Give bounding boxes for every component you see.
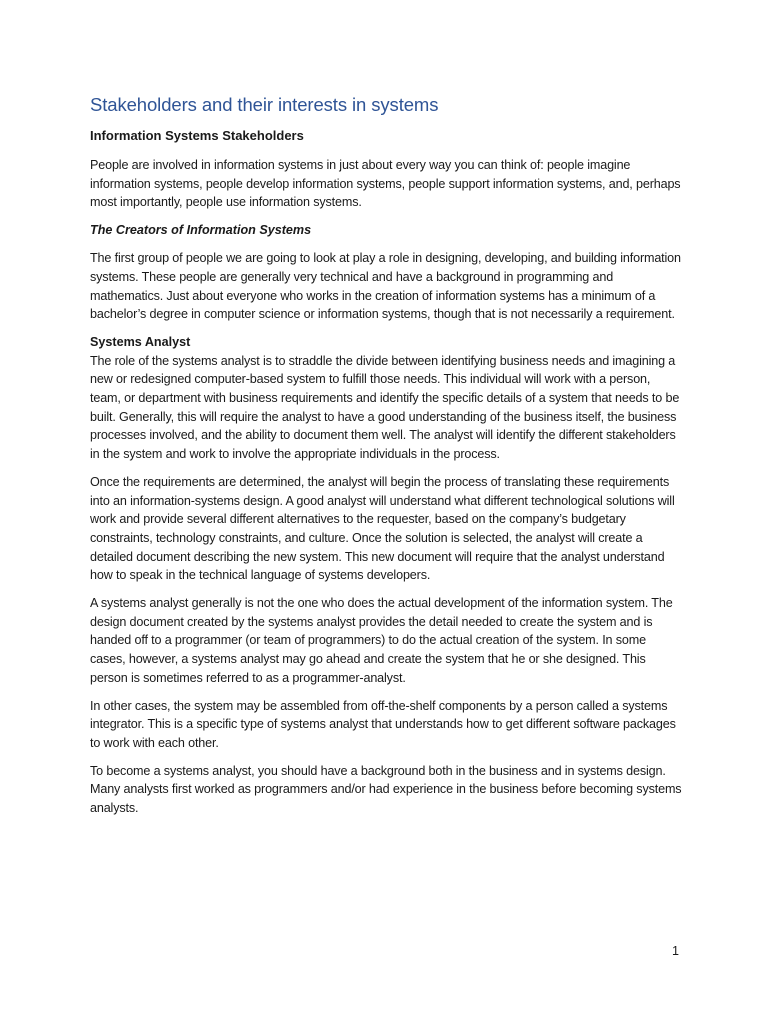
section-heading: Information Systems Stakeholders [90,128,304,143]
analyst-paragraph: To become a systems analyst, you should have a background both in the business and in systems design. Many analysts first worked as programmers and/or had experience in the business before becoming systems analysts. [90,763,682,816]
analyst-heading: Systems Analyst [90,334,191,349]
page-number: 1 [671,944,679,958]
creators-paragraph: The first group of people we are going to look at play a role in designing, developing, and building information systems. These people are generally very technical and have a background in programming and mathematics. Just about everyone who works in the creation of information systems has a minimum of a bachelor’s degree in computer science or information systems, though that is not necessarily a requirement. [90,251,681,322]
analyst-paragraph: In other cases, the system may be assembled from off-the-shelf components by a person called a systems integrator. This is a specific type of systems analyst that understands how to get different software packages to work with each other. [90,698,676,750]
analyst-paragraph: A systems analyst generally is not the one who does the actual development of the information system. The design document created by the systems analyst provides the detail needed to create the system and is handed off to a programmer (or team of programmers) to do the actual creation of the system. In some cases, however, a systems analyst may go ahead and create the system that he or she designed. This person is sometimes referred to as a programmer-analyst. [90,596,673,685]
intro-paragraph: People are involved in information systems in just about every way you can think of: people imagine information systems, people develop information systems, people support information systems, and, perhaps most importantly, people use information systems. [90,158,681,210]
creators-heading: The Creators of Information Systems [90,223,312,238]
document-title: Stakeholders and their interests in systems [90,94,439,115]
document-body [90,92,682,827]
analyst-paragraph: The role of the systems analyst is to straddle the divide between identifying business needs and imagining a new or redesigned computer-based system to fulfill those needs. This individual will work with a person, team, or department with business requirements and identify the specific details of a system that needs to be built. Generally, this will require the analyst to have a good understanding of the business itself, the business processes involved, and the ability to document them well. The analyst will identify the different stakeholders in the system and work to involve the appropriate individuals in the process. [90,353,680,462]
analyst-paragraph: Once the requirements are determined, the analyst will begin the process of translating these requirements into an information-systems design. A good analyst will understand what different technological solutions will work and provide several different alternatives to the requester, based on the company’s budgetary constraints, technology constraints, and culture. Once the solution is selected, the analyst will create a detailed document describing the new system. This new document will require that the analyst understand how to speak in the technical language of systems developers. [90,474,675,583]
